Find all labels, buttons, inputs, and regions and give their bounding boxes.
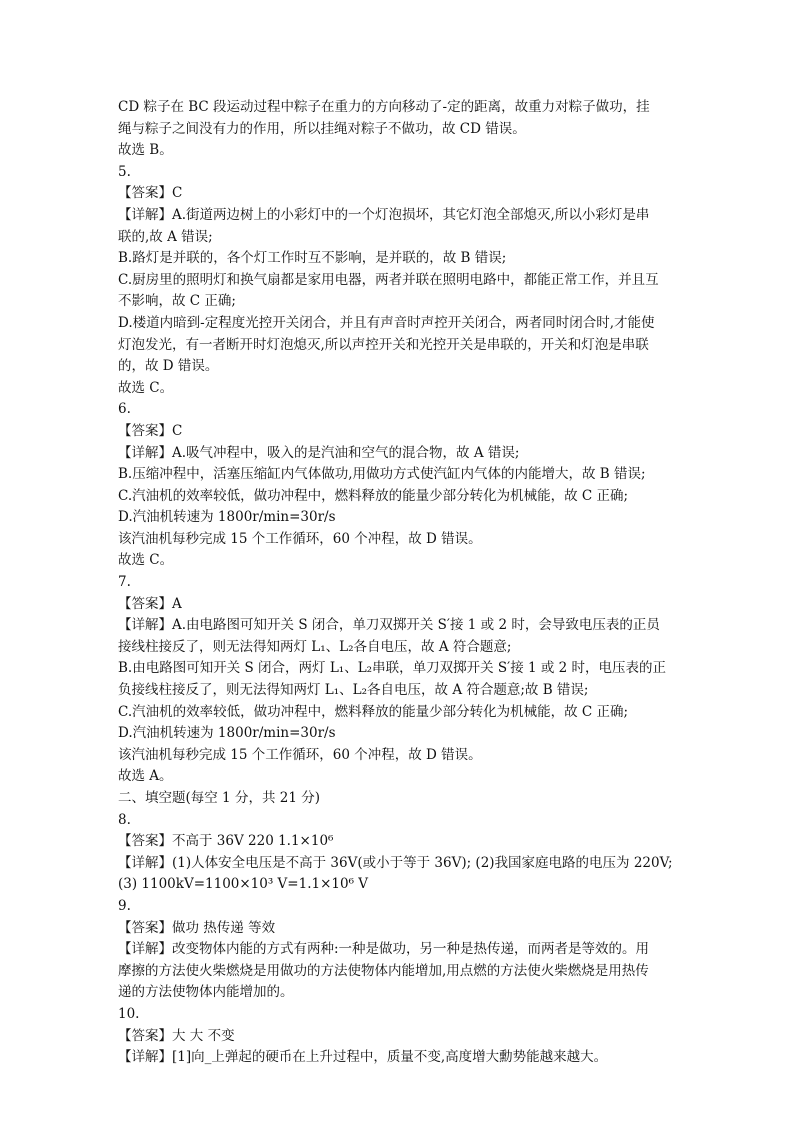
text-line: 的，故 D 错误。 — [118, 358, 219, 375]
text-line: (3) 1100kV=1100×10³ V=1.1×10⁶ V — [118, 876, 369, 893]
answer-line: 【答案】A — [118, 595, 182, 612]
document-body — [118, 97, 674, 1069]
text-line: B.压缩冲程中，活塞压缩缸内气体做功,用做功方式使汽缸内气体的内能增大，故 B 错误; — [118, 466, 646, 483]
text-line: B.路灯是并联的，各个灯工作时互不影响，是并联的，故 B 错误; — [118, 250, 507, 267]
answer-line: 【答案】C — [118, 422, 183, 439]
text-line: D.汽油机转速为 1800r/min=30r/s — [118, 725, 336, 742]
section-heading: 二、填空题(每空 1 分，共 21 分) — [118, 790, 320, 806]
text-line: 故选 A。 — [118, 768, 173, 785]
text-line: 递的方法使物体内能增加的。 — [118, 984, 294, 1001]
text-line: C.汽油机的效率较低，做功冲程中，燃料释放的能量少部分转化为机械能，故 C 正确; — [118, 487, 629, 504]
text-line: C.厨房里的照明灯和换气扇都是家用电器，两者并联在照明电路中，都能正常工作，并且互 — [118, 271, 659, 288]
text-line: C.汽油机的效率较低，做功冲程中，燃料释放的能量少部分转化为机械能，故 C 正确; — [118, 703, 629, 720]
question-number: 8. — [118, 811, 131, 828]
text-line: 故选 B。 — [118, 142, 173, 159]
text-line: 故选 C。 — [118, 379, 174, 396]
text-line: 联的,故 A 错误; — [118, 228, 213, 245]
question-number: 9. — [118, 897, 131, 914]
answer-line: 【答案】做功 热传递 等效 — [118, 919, 276, 936]
text-line: 负接线柱接反了，则无法得知两灯 L₁、L₂各自电压，故 A 符合题意;故 B 错误; — [118, 682, 589, 699]
text-line: D.汽油机转速为 1800r/min=30r/s — [118, 509, 336, 526]
text-line: 【详解】改变物体内能的方式有两种:一种是做功，另一种是热传递，而两者是等效的。用 — [118, 941, 650, 958]
text-line: 绳与粽子之间没有力的作用，所以挂绳对粽子不做功，故 CD 错误。 — [118, 120, 526, 137]
text-line: 【详解】(1)人体安全电压是不高于 36V(或小于等于 36V); (2)我国家庭电路的电压为 220V; — [118, 854, 673, 871]
answer-line: 【答案】C — [118, 185, 183, 202]
text-line: 该汽油机每秒完成 15 个工作循环，60 个冲程，故 D 错误。 — [118, 746, 482, 763]
text-line: 接线柱接反了，则无法得知两灯 L₁、L₂各自电压，故 A 符合题意; — [118, 638, 512, 655]
text-line: B.由电路图可知开关 S 闭合，两灯 L₁、L₂串联，单刀双掷开关 S′接 1 或 2 时，电压表的正 — [118, 660, 667, 677]
question-number: 5. — [118, 163, 131, 180]
text-line: 该汽油机每秒完成 15 个工作循环，60 个冲程，故 D 错误。 — [118, 530, 482, 547]
answer-line: 【答案】大 大 不变 — [118, 1027, 235, 1044]
text-line: D.楼道内暗到-定程度光控开关闭合，并且有声音时声控开关闭合，两者同时闭合时,才能使 — [118, 314, 655, 331]
text-line: 不影响，故 C 正确; — [118, 293, 236, 310]
text-line: 【详解】A.吸气冲程中，吸入的是汽油和空气的混合物，故 A 错误; — [118, 444, 520, 461]
question-number: 6. — [118, 401, 131, 418]
question-number: 10. — [118, 1005, 140, 1022]
answer-line: 【答案】不高于 36V 220 1.1×10⁶ — [118, 833, 334, 850]
text-line: 故选 C。 — [118, 552, 174, 569]
text-line: 灯泡发光，有一者断开时灯泡熄灭,所以声控开关和光控开关是串联的，开关和灯泡是串联 — [118, 336, 649, 353]
text-line: 【详解】[1]向_上弹起的硬币在上升过程中，质量不变,高度增大勳势能越来越大。 — [118, 1049, 608, 1066]
text-line: CD 粽子在 BC 段运动过程中粽子在重力的方向移动了-定的距离，故重力对粽子做功，挂 — [118, 99, 650, 115]
text-line: 【详解】A.街道两边树上的小彩灯中的一个灯泡损坏，其它灯泡全部熄灭,所以小彩灯是串 — [118, 206, 650, 223]
question-number: 7. — [118, 574, 131, 591]
text-line: 摩擦的方法使火柴燃烧是用做功的方法使物体内能增加,用点燃的方法使火柴燃烧是用热传 — [118, 962, 649, 979]
text-line: 【详解】A.由电路图可知开关 S 闭合，单刀双掷开关 S′接 1 或 2 时，会导致电压表的正员 — [118, 617, 660, 634]
